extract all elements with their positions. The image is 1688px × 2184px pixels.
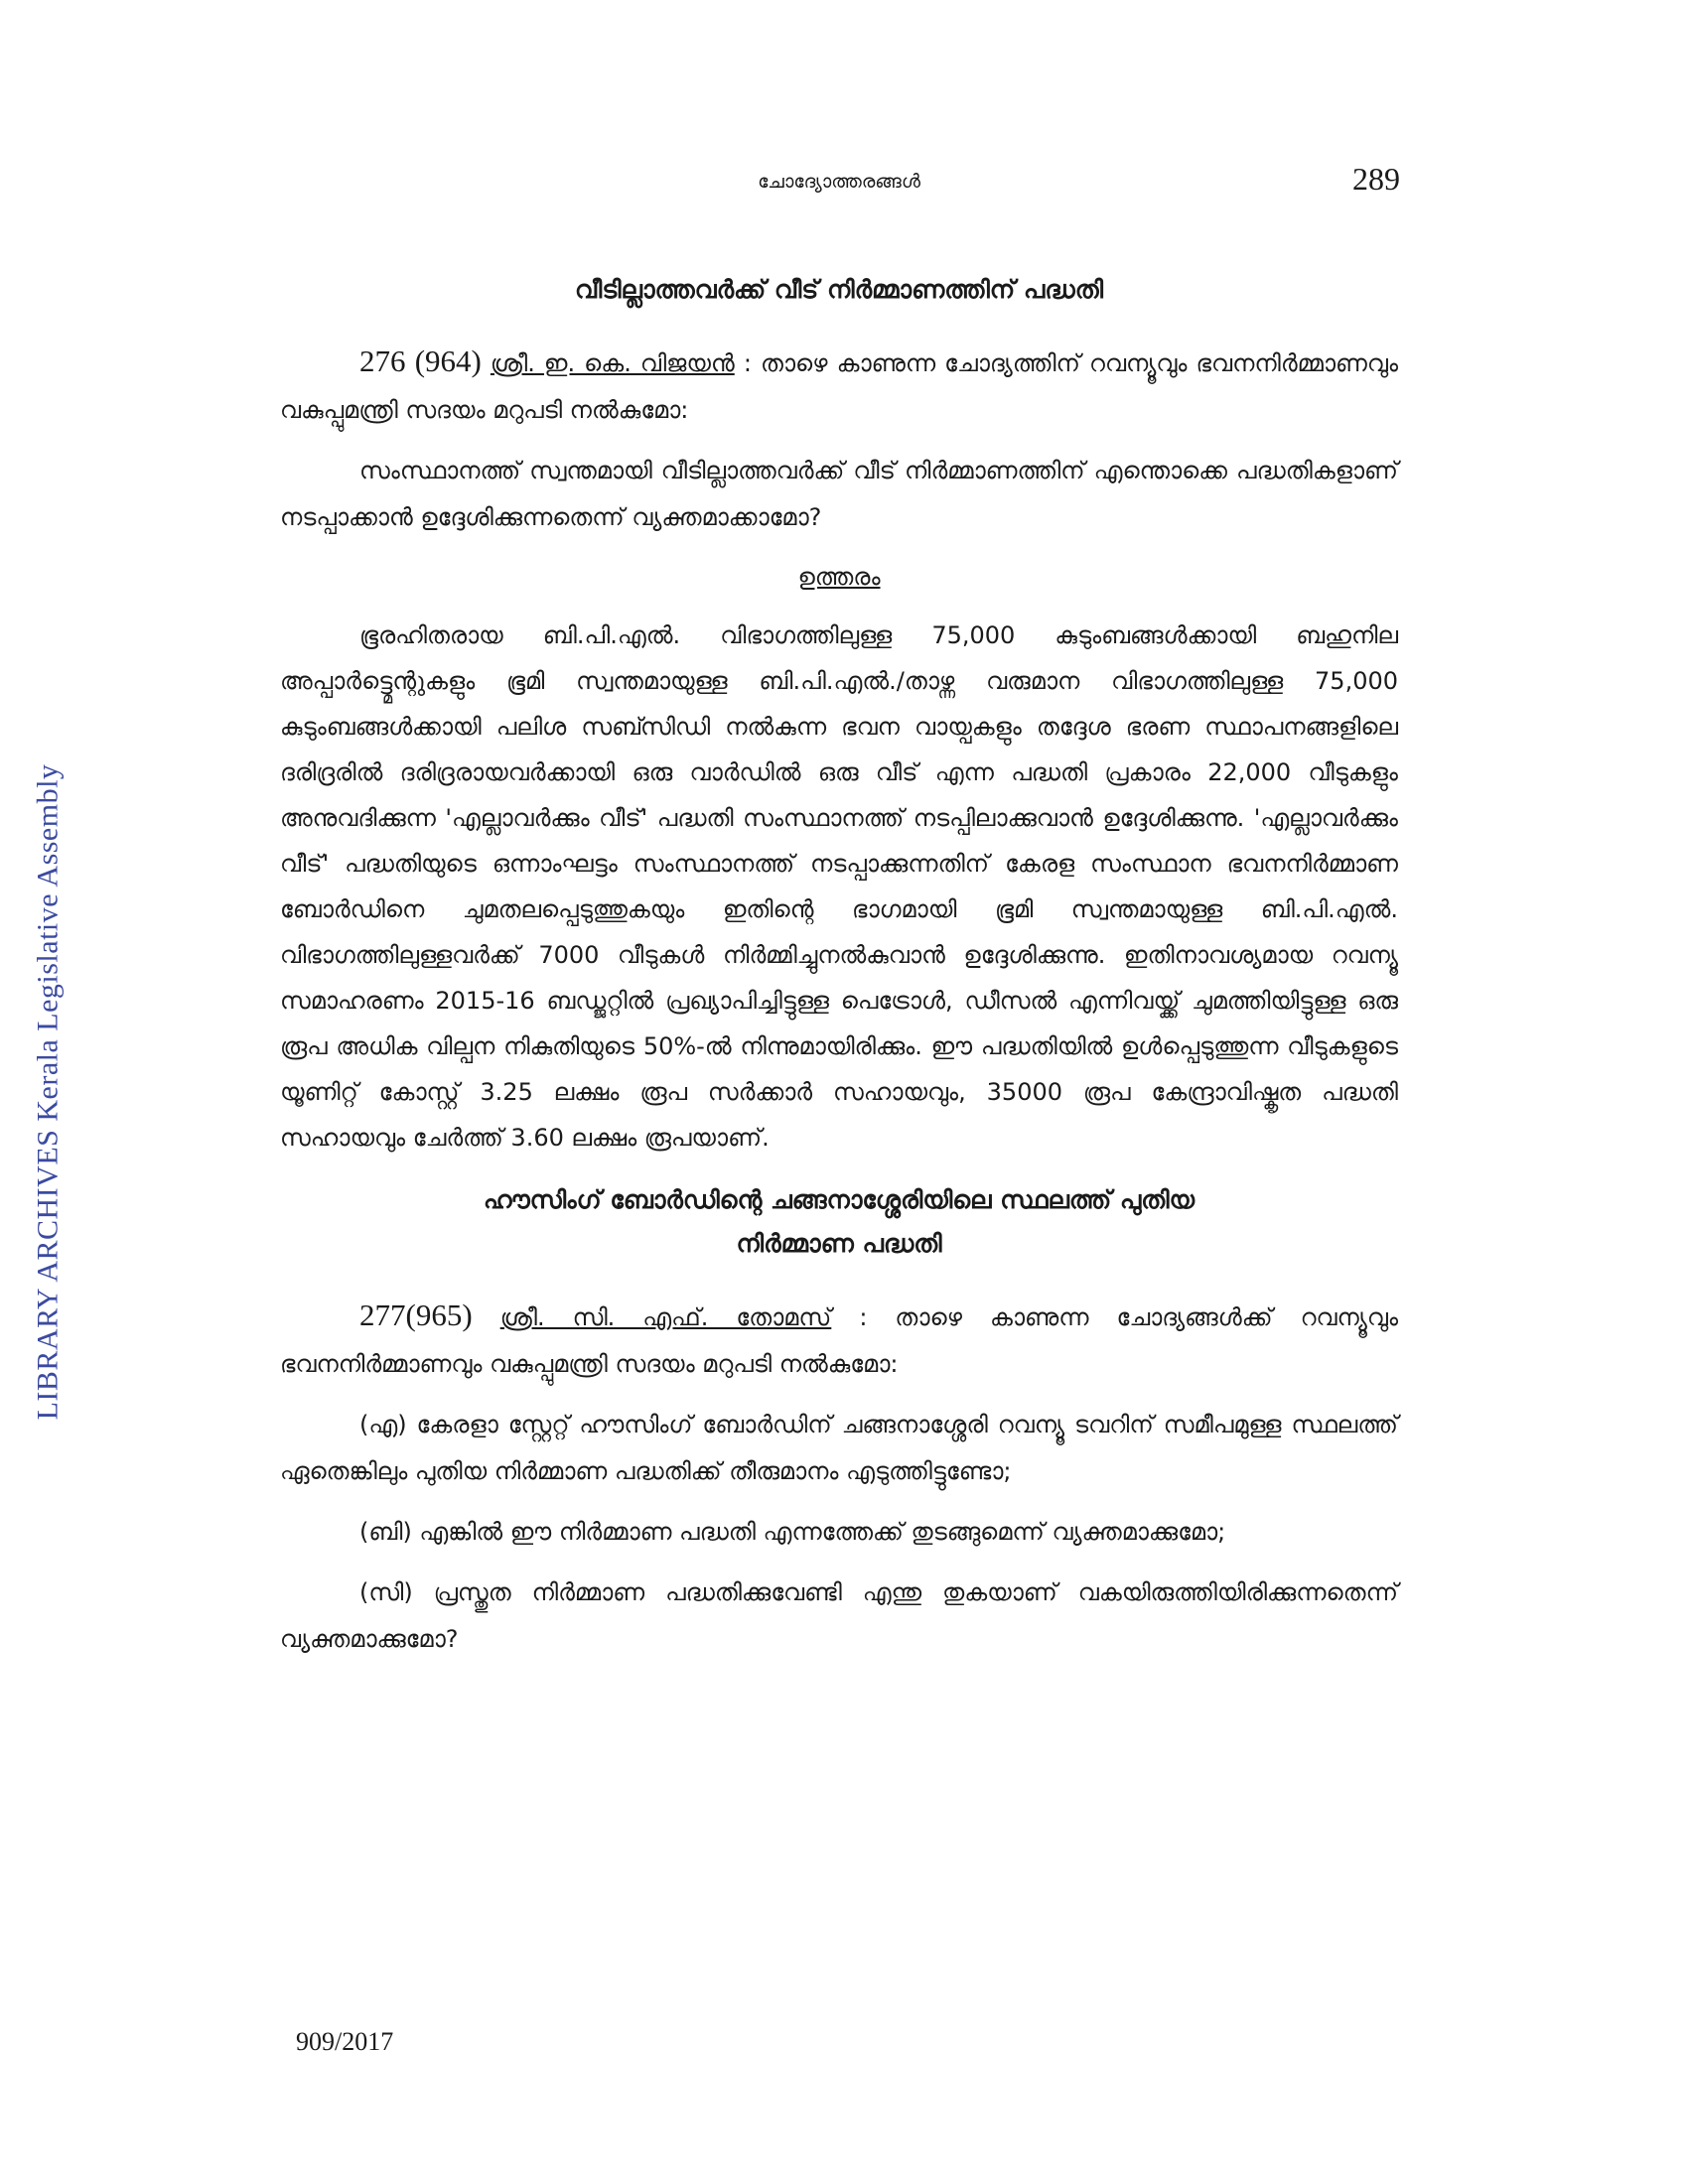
archive-watermark xyxy=(20,735,75,1449)
page-content xyxy=(280,268,1398,1677)
question-277-title xyxy=(280,1178,1398,1266)
question-277-part-a: (എ) കേരളാ സ്റ്റേറ്റ് ഹൗസിംഗ് ബോർഡിന് ചങ്ങനാശ്ശേരി റവന്യൂ ടവറിന് സമീപമുള്ള സ്ഥലത്ത് ഏതെങ്കിലും പുതിയ നിർമ്മാണ പദ്ധതിക്ക് തീരുമാനം എടുത്തിട്ടുണ്ടോ; xyxy=(280,1411,1398,1485)
question-277-title-line2: നിർമ്മാണ പദ്ധതി xyxy=(736,1229,942,1258)
running-header xyxy=(278,161,1400,201)
question-276-member: ശ്രീ. ഇ. കെ. വിജയൻ xyxy=(490,349,735,377)
question-276-text: സംസ്ഥാനത്ത് സ്വന്തമായി വീടില്ലാത്തവർക്ക് വീട് നിർമ്മാണത്തിന് എന്തൊക്കെ പദ്ധതികളാണ് നടപ്പാക്കാൻ ഉദ്ദേശിക്കുന്നതെന്ന് വ്യക്തമാക്കാമോ? xyxy=(280,457,1398,531)
question-276-answer: ഭൂരഹിതരായ ബി.പി.എൽ. വിഭാഗത്തിലുള്ള 75,000 കുടുംബങ്ങൾക്കായി ബഹുനില അപ്പാർട്ട്മെന്റുകളും ഭൂമി സ്വന്തമായുള്ള ബി.പി.എൽ./താഴ്ന്ന വരുമാന വിഭാഗത്തിലുള്ള 75,000 കുടുംബങ്ങൾക്കായി പലിശ സബ്സിഡി നൽകുന്ന ഭവന വായ്പകളും തദ്ദേശ ഭരണ സ്ഥാപനങ്ങളിലെ ദരിദ്രരിൽ ദരിദ്രരായവർക്കായി ഒരു വാർഡിൽ ഒരു വീട് എന്ന പദ്ധതി പ്രകാരം 22,000 വീടുകളും അനുവദിക്കുന്ന 'എല്ലാവർക്കും വീട്' പദ്ധതി സംസ്ഥാനത്ത് നടപ്പിലാക്കുവാൻ ഉദ്ദേശിക്കുന്നു. 'എല്ലാവർക്കും വീട്' പദ്ധതിയുടെ ഒന്നാംഘട്ടം സംസ്ഥാനത്ത് നടപ്പാക്കുന്നതിന് കേരള സംസ്ഥാന ഭവനനിർമ്മാണ ബോർഡിനെ ചുമതലപ്പെടുത്തുകയും ഇതിന്റെ ഭാഗമായി ഭൂമി സ്വന്തമായുള്ള ബി.പി.എൽ. വിഭാഗത്തിലുള്ളവർക്ക് 7000 വീടുകൾ നിർമ്മിച്ചുനൽകുവാൻ ഉദ്ദേശിക്കുന്നു. ഇതിനാവശ്യമായ റവന്യൂ സമാഹരണം 2015-16 ബഡ്ജറ്റിൽ പ്രഖ്യാപിച്ചിട്ടുള്ള പെട്രോൾ, ഡീസൽ എന്നിവയ്ക്ക് ചുമത്തിയിട്ടുള്ള ഒരു രൂപ അധിക വില്പന നികുതിയുടെ 50%-ൽ നിന്നുമായിരിക്കും. ഈ പദ്ധതിയിൽ ഉൾപ്പെടുത്തുന്ന വീടുകളുടെ യൂണിറ്റ് കോസ്റ്റ് 3.25 ലക്ഷം രൂപ സർക്കാർ സഹായവും, 35000 രൂപ കേന്ദ്രാവിഷ്കൃത പദ്ധതി സഹായവും ചേർത്ത് 3.60 ലക്ഷം രൂപയാണ്. xyxy=(280,621,1398,1152)
question-277-number: 277(965) xyxy=(359,1297,473,1332)
question-276-number: 276 (964) xyxy=(359,343,482,378)
watermark-text: LIBRARY ARCHIVES Kerala Legislative Assembly xyxy=(31,763,64,1421)
question-277-part-b: (ബി) എങ്കിൽ ഈ നിർമ്മാണ പദ്ധതി എന്നത്തേക്ക് തുടങ്ങുമെന്ന് വ്യക്തമാക്കുമോ; xyxy=(359,1518,1226,1546)
question-277-member: ശ്രീ. സി. എഫ്. തോമസ് xyxy=(499,1303,832,1331)
page-number: 289 xyxy=(1352,161,1400,197)
question-277-prompt: : താഴെ കാണുന്ന ചോദ്യങ്ങൾക്ക് റവന്യൂവും ഭവനനിർമ്മാണവും വകുപ്പുമന്ത്രി സദയം മറുപടി നൽകുമോ: xyxy=(280,1303,1398,1378)
question-277-intro xyxy=(280,1292,1398,1388)
answer-heading: ഉത്തരം xyxy=(797,563,881,591)
running-head-title: ചോദ്യോത്തരങ്ങൾ xyxy=(758,171,920,193)
question-276-intro xyxy=(280,338,1398,434)
question-276-title: വീടില്ലാത്തവർക്ക് വീട് നിർമ്മാണത്തിന് പദ്ധതി xyxy=(574,275,1103,304)
footer-code: 909/2017 xyxy=(296,2027,394,2056)
question-277-title-line1: ഹൗസിംഗ് ബോർഡിന്റെ ചങ്ങനാശ്ശേരിയിലെ സ്ഥലത്ത് പുതിയ xyxy=(483,1185,1196,1214)
question-276-prompt: : താഴെ കാണുന്ന ചോദ്യത്തിന് റവന്യൂവും ഭവനനിർമ്മാണവും വകുപ്പുമന്ത്രി സദയം മറുപടി നൽകുമോ: xyxy=(280,349,1398,424)
question-277-part-c: (സി) പ്രസ്തുത നിർമ്മാണ പദ്ധതിക്കുവേണ്ടി എന്തു തുകയാണ് വകയിരുത്തിയിരിക്കുന്നതെന്ന് വ്യക്തമാക്കുമോ? xyxy=(280,1578,1398,1653)
